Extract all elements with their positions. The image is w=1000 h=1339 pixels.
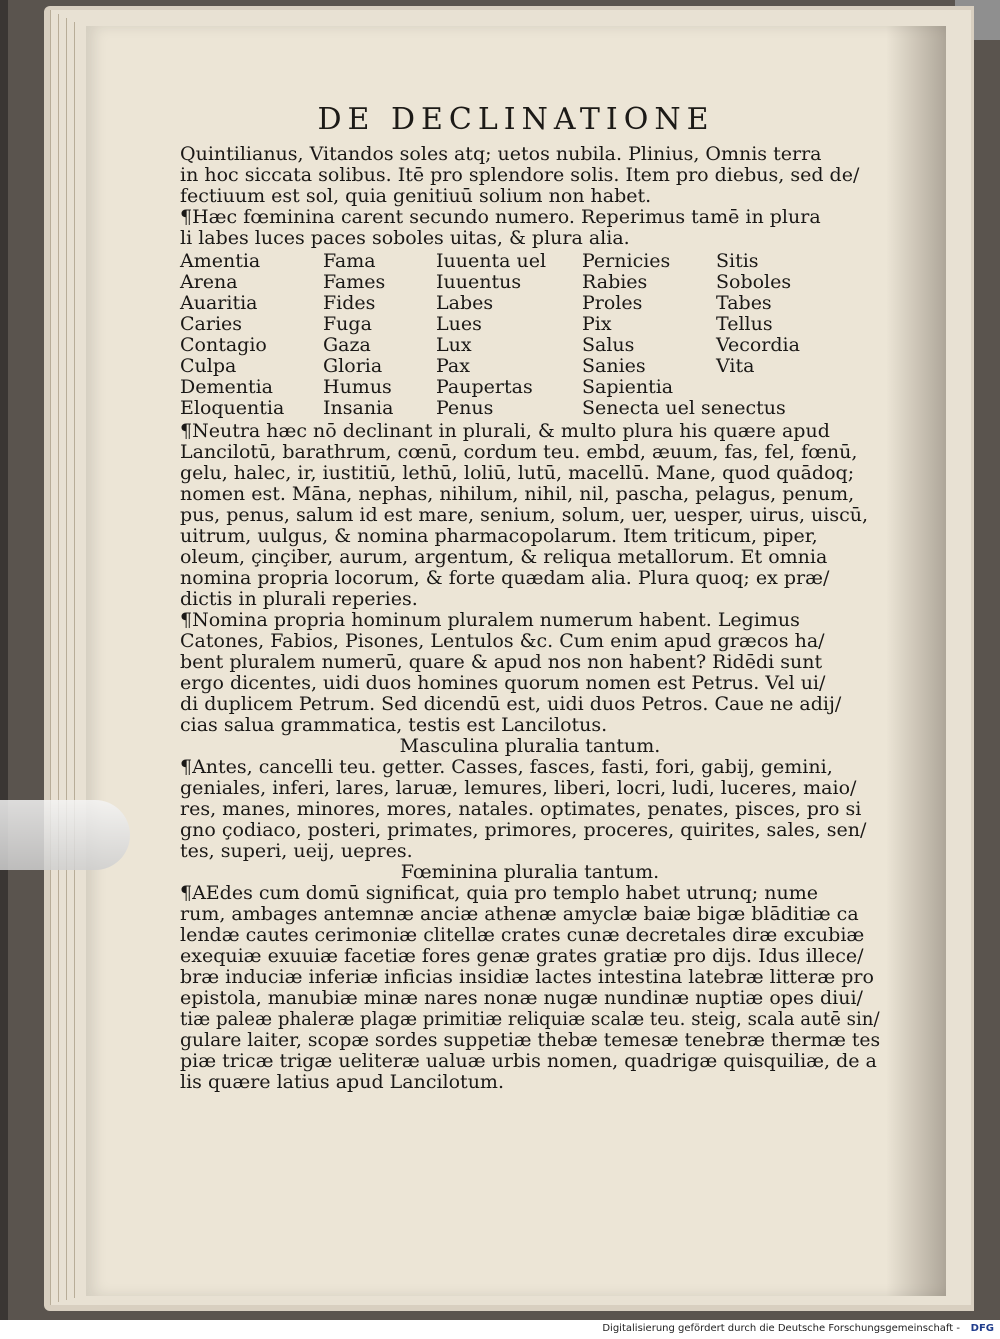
text-line: gelu, halec, ir, iustitiū, lethū, loliū, lutū, macellū. Mane, quod quādoq; [180, 462, 855, 484]
text-line: tes, superi, ueij, uepres. [180, 840, 413, 862]
word: Lux [436, 334, 472, 356]
word: Fuga [323, 313, 372, 335]
word: Gloria [323, 355, 383, 377]
word: Senecta uel senectus [582, 397, 786, 419]
word: Iuuenta uel [436, 250, 547, 272]
word: Rabies [582, 271, 648, 293]
text-line: lis quære latius apud Lancilotum. [180, 1071, 504, 1093]
word-list-columns [180, 251, 880, 419]
word: Auaritia [180, 292, 258, 314]
text-line: nomen est. Māna, nephas, nihilum, nihil, nil, pascha, pelagus, penum, [180, 483, 855, 505]
word: Lues [436, 313, 482, 335]
word: Pix [582, 313, 612, 335]
word: Vecordia [716, 334, 800, 356]
word-column-1 [180, 251, 323, 419]
text-line: oleum, çinçiber, aurum, argentum, & reliqua metallorum. Et omnia [180, 546, 828, 568]
page-text [180, 144, 880, 1093]
text-line: cias salua grammatica, testis est Lancilotus. [180, 714, 608, 736]
text-line: ¶Hæc fœminina carent secundo numero. Reperimus tamē in plura [180, 206, 821, 228]
text-line: ¶Nomina propria hominum pluralem numerum habent. Legimus [180, 609, 800, 631]
word: Arena [180, 271, 238, 293]
text-line: li labes luces paces soboles uitas, & plura alia. [180, 227, 630, 249]
word: Fames [323, 271, 386, 293]
word: Fides [323, 292, 376, 314]
word: Amentia [180, 250, 261, 272]
text-line: Quintilianus, Vitandos soles atq; uetos nubila. Plinius, Omnis terra [180, 143, 822, 165]
funding-notice: Digitalisierung gefördert durch die Deutsche Forschungsgemeinschaft - [602, 1323, 960, 1334]
word: Sanies [582, 355, 646, 377]
word: Eloquentia [180, 397, 285, 419]
text-line: bent pluralem numerū, quare & apud nos non habent? Ridēdi sunt [180, 651, 823, 673]
word: Tabes [716, 292, 772, 314]
word: Tellus [716, 313, 773, 335]
word: Proles [582, 292, 643, 314]
word: Contagio [180, 334, 267, 356]
paragraph-5 [180, 757, 880, 862]
subheading-masculina: Masculina pluralia tantum. [399, 735, 661, 757]
text-line: Catones, Fabios, Pisones, Lentulos &c. Cum enim apud græcos ha/ [180, 630, 825, 652]
text-line: epistola, manubiæ minæ nares nonæ nugæ nundinæ nuptiæ opes diui/ [180, 987, 863, 1009]
text-line: Lancilotū, barathrum, cœnū, cordum teu. embd, æuum, fas, fel, fœnū, [180, 441, 858, 463]
page-heading: DE DECLINATIONE [317, 102, 715, 137]
text-line: tiæ paleæ phaleræ plagæ primitiæ reliquiæ scalæ teu. steig, scala autē sin/ [180, 1008, 880, 1030]
page-clamp [0, 800, 130, 870]
subheading-foeminina: Fœminina pluralia tantum. [400, 861, 660, 883]
dfg-logo: DFG [970, 1323, 994, 1334]
text-line: gulare laiter, scopæ sordes suppetiæ thebæ temesæ tenebræ thermæ tes [180, 1029, 881, 1051]
paragraph-3 [180, 421, 880, 610]
word: Penus [436, 397, 494, 419]
word: Culpa [180, 355, 237, 377]
word: Soboles [716, 271, 792, 293]
word: Labes [436, 292, 494, 314]
word: Sitis [716, 250, 759, 272]
word: Vita [716, 355, 755, 377]
text-line: geniales, inferi, lares, laruæ, lemures, liberi, locri, ludi, luceres, maio/ [180, 777, 857, 799]
text-line: res, manes, minores, mores, natales. optimates, penates, pisces, pro si [180, 798, 862, 820]
text-line: dictis in plurali reperies. [180, 588, 418, 610]
text-line: ¶AEdes cum domū significat, quia pro templo habet utrunq; nume [180, 882, 818, 904]
word: Humus [323, 376, 392, 398]
text-line: nomina propria locorum, & forte quædam alia. Plura quoq; ex præ/ [180, 567, 830, 589]
word: Salus [582, 334, 635, 356]
text-line: gno çodiaco, posteri, primates, primores, proceres, quirites, sales, sen/ [180, 819, 867, 841]
text-line: ¶Antes, cancelli teu. getter. Casses, fasces, fasti, fori, gabij, gemini, [180, 756, 833, 778]
text-line: piæ tricæ trigæ ueliteræ ualuæ urbis nomen, quadrigæ quisquiliæ, de a [180, 1050, 877, 1072]
word: Iuuentus [436, 271, 522, 293]
word: Caries [180, 313, 243, 335]
paragraph-2 [180, 207, 880, 249]
text-line: fectiuum est sol, quia genitiuū solium non habet. [180, 185, 652, 207]
word-column-2 [323, 251, 436, 419]
text-line: uitrum, uulgus, & nomina pharmacopolarum. Item triticum, piper, [180, 525, 818, 547]
text-line: ergo dicentes, uidi duos homines quorum nomen est Petrus. Vel ui/ [180, 672, 826, 694]
text-line: pus, penus, salum id est mare, senium, solum, uer, uesper, uirus, uiscū, [180, 504, 869, 526]
word: Pernicies [582, 250, 671, 272]
word: Sapientia [582, 376, 674, 398]
word: Gaza [323, 334, 371, 356]
text-line: ¶Neutra hæc nō declinant in plurali, & multo plura his quære apud [180, 420, 830, 442]
word: Pax [436, 355, 470, 377]
text-line: in hoc siccata solibus. Itē pro splendore solis. Item pro diebus, sed de/ [180, 164, 860, 186]
word: Insania [323, 397, 394, 419]
gutter-shadow [886, 26, 946, 1296]
text-line: di duplicem Petrum. Sed dicendū est, uidi duos Petros. Caue ne adij/ [180, 693, 842, 715]
word: Dementia [180, 376, 274, 398]
footer-bar [0, 1320, 1000, 1339]
word: Paupertas [436, 376, 533, 398]
word: Fama [323, 250, 376, 272]
paragraph-4 [180, 610, 880, 736]
text-line: bræ induciæ inferiæ inficias insidiæ lactes intestina latebræ litteræ pro [180, 966, 874, 988]
paragraph-1 [180, 144, 880, 207]
text-line: rum, ambages antemnæ anciæ athenæ amyclæ baiæ bigæ blāditiæ ca [180, 903, 859, 925]
word-column-3 [436, 251, 582, 419]
word-column-5 [716, 251, 806, 419]
text-line: lendæ cautes cerimoniæ clitellæ crates cunæ decretales diræ excubiæ [180, 924, 865, 946]
text-line: exequiæ exuuiæ facetiæ fores genæ grates gratiæ pro dijs. Idus illece/ [180, 945, 864, 967]
paragraph-6 [180, 883, 880, 1093]
